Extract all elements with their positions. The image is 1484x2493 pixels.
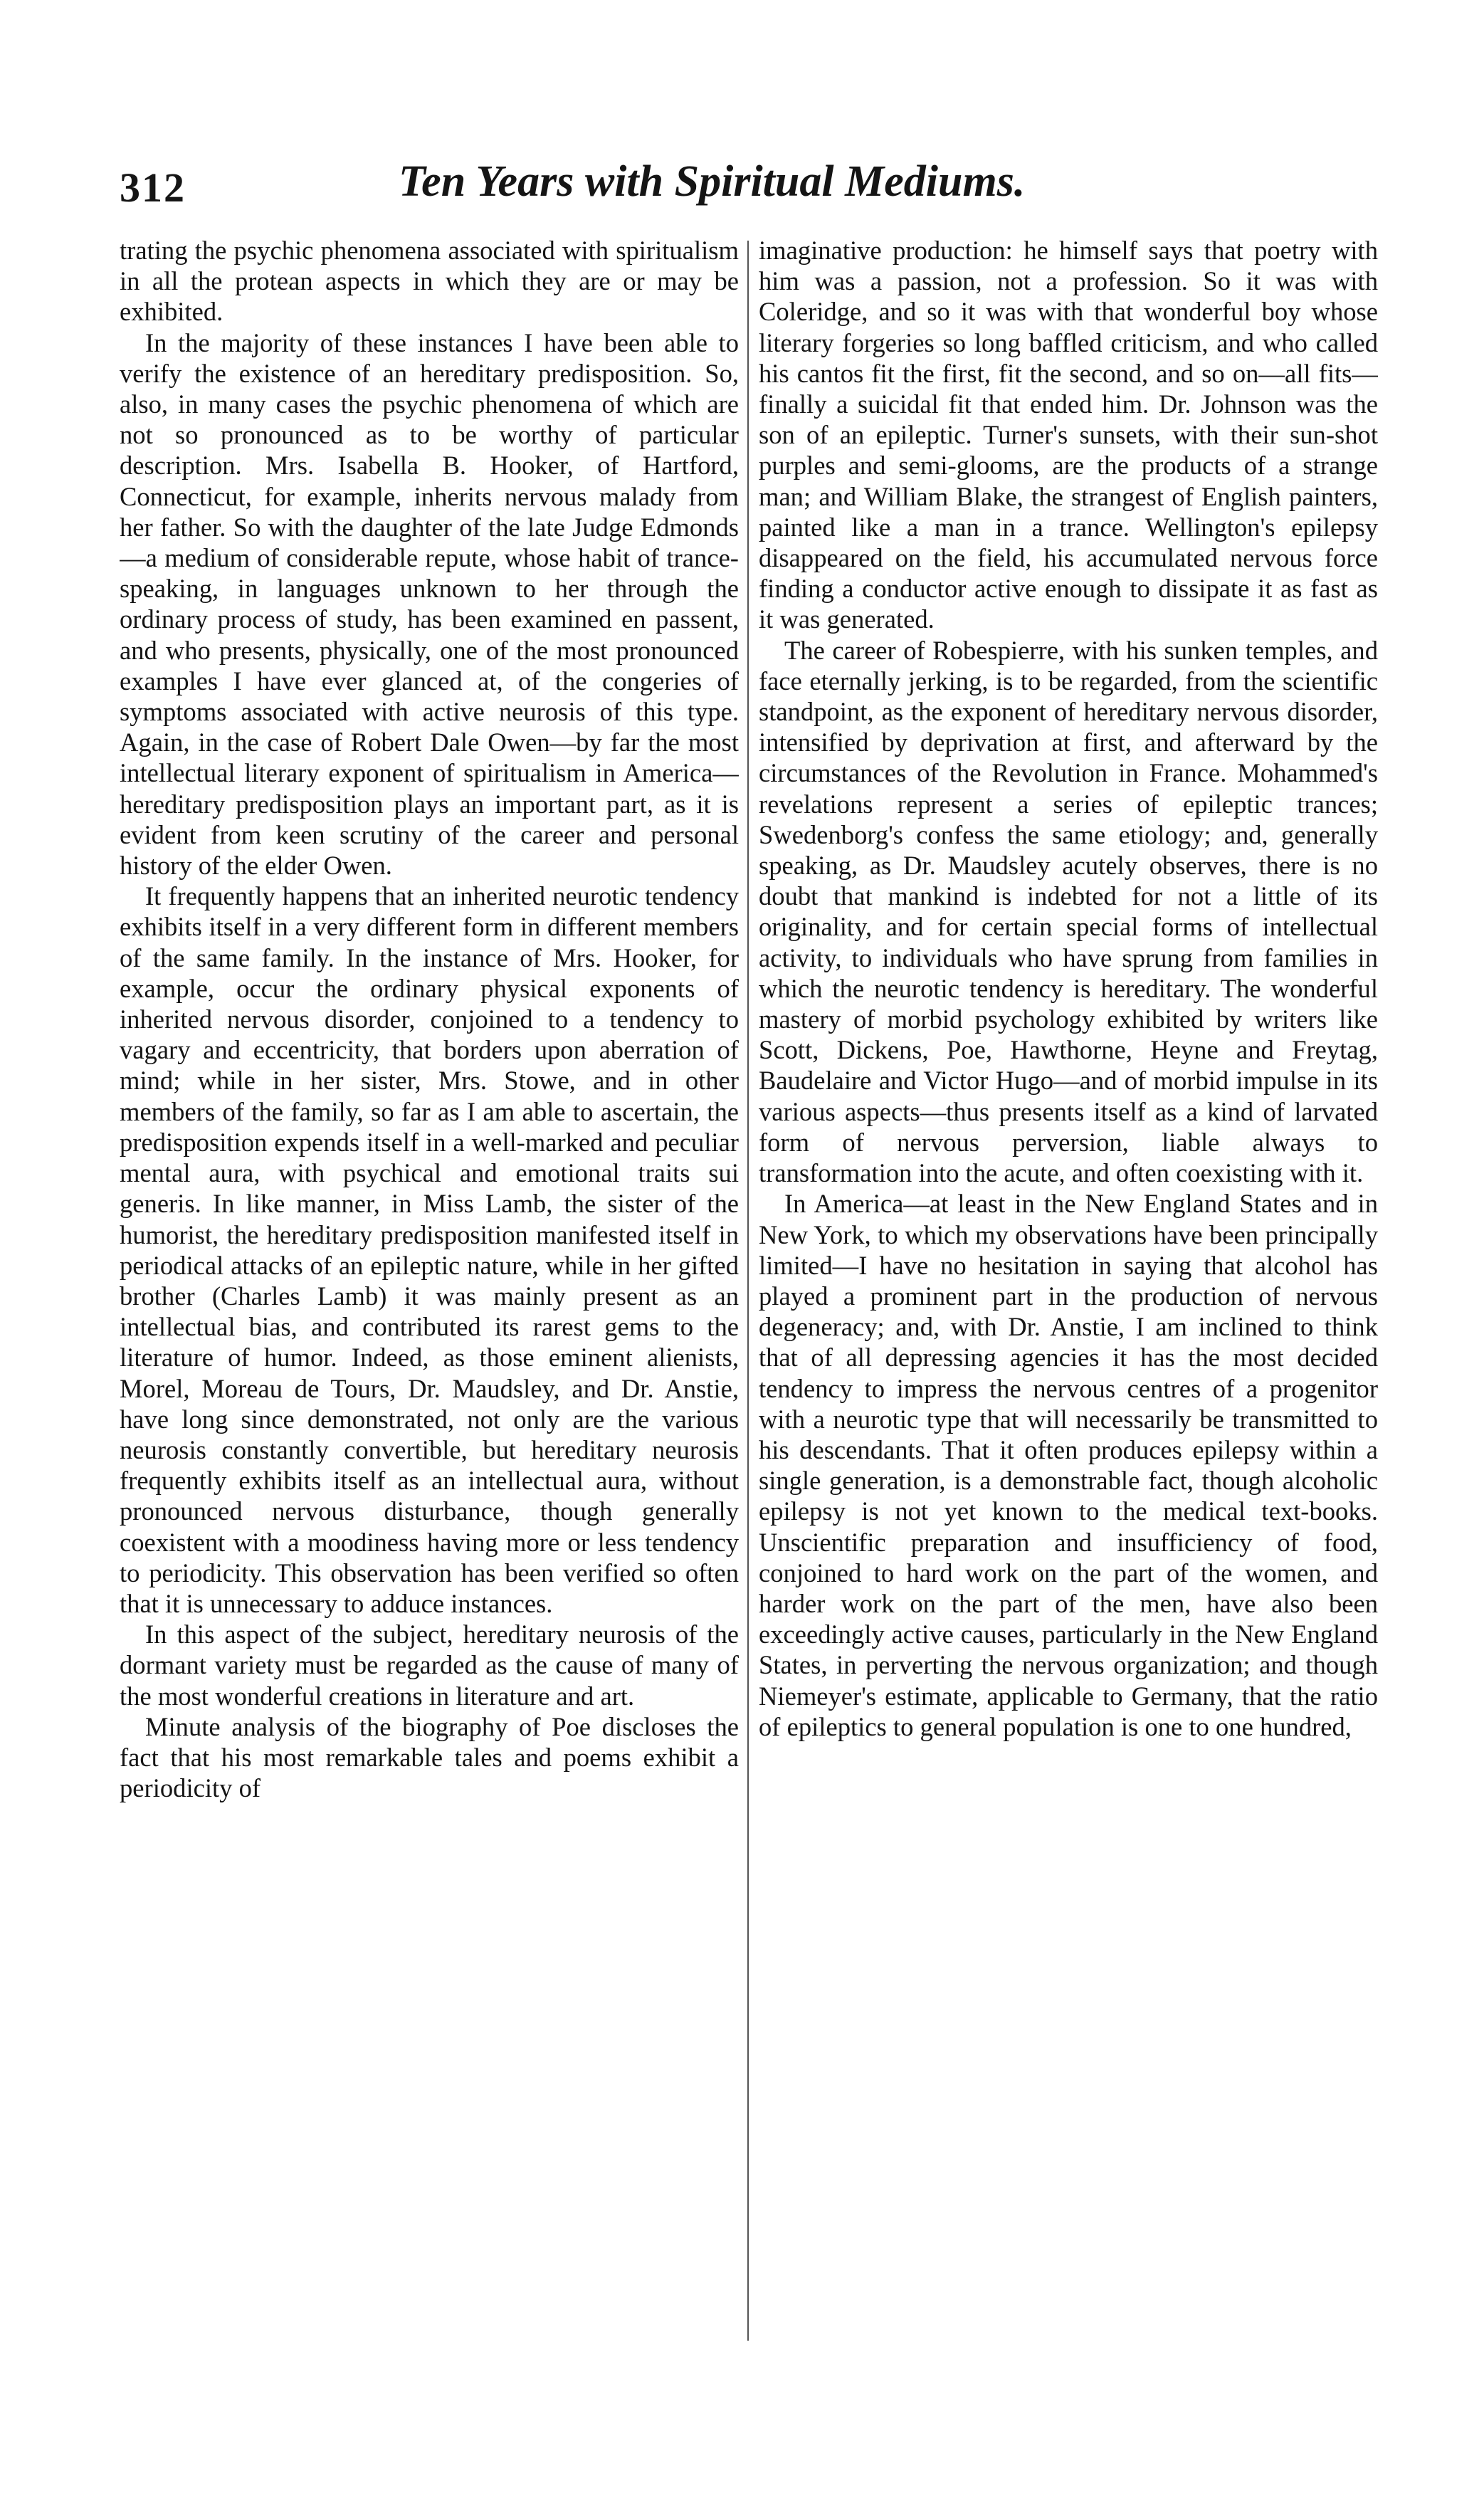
paragraph: Minute analysis of the biography of Poe discloses the fact that his most remarkable tales and poems exhibit a periodicity of	[120, 1711, 739, 1803]
paragraph: trating the psychic phenomena associated with spiritualism in all the protean aspects in which they are or may be exhibited.	[120, 236, 739, 327]
page-number: 312	[120, 164, 186, 211]
paragraph: In the majority of these instances I have been able to verify the existence of an hereditary predisposition. So, also, in many cases the psychic phenomena of which are not so pronounced as to be worthy of particular description. Mrs. Isabella B. Hooker, of Hartford, Connecticut, for example, inherits nervous malady from her father. So with the daughter of the late Judge Edmonds—a medium of considerable repute, whose habit of trance-speaking, in languages unknown to her through the ordinary process of study, has been examined en passent, and who presents, physically, one of the most pronounced examples I have ever glanced at, of the congeries of symptoms associated with active neurosis of this type. Again, in the case of Robert Dale Owen—by far the most intellectual literary exponent of spiritualism in America—hereditary predisposition plays an important part, as it is evident from keen scrutiny of the career and personal history of the elder Owen.	[120, 327, 739, 881]
paragraph: It frequently happens that an inherited neurotic tendency exhibits itself in a very different form in different members of the same family. In the instance of Mrs. Hooker, for example, occur the ordinary physical exponents of inherited nervous disorder, conjoined to a tendency to vagary and eccentricity, that borders upon aberration of mind; while in her sister, Mrs. Stowe, and in other members of the family, so far as I am able to ascertain, the predisposition expends itself in a well-marked and peculiar mental aura, with psychical and emotional traits sui generis. In like manner, in Miss Lamb, the sister of the humorist, the hereditary predisposition manifested itself in periodical attacks of an epileptic nature, while in her gifted brother (Charles Lamb) it was mainly present as an intellectual bias, and contributed its rarest gems to the literature of humor. Indeed, as those eminent alienists, Morel, Moreau de Tours, Dr. Maudsley, and Dr. Anstie, have long since demonstrated, not only are the various neurosis constantly convertible, but hereditary neurosis frequently exhibits itself as an intellectual aura, without pronounced nervous disturbance, though generally coexistent with a moodiness having more or less tendency to periodicity. This observation has been verified so often that it is unnecessary to adduce instances.	[120, 881, 739, 1618]
paragraph: imaginative production: he himself says that poetry with him was a passion, not a profession. So it was with Coleridge, and so it was with that wonderful boy whose literary forgeries so long baffled criticism, and who called his cantos fit the first, fit the second, and so on—all fits—finally a suicidal fit that ended him. Dr. Johnson was the son of an epileptic. Turner's sunsets, with their sun-shot purples and semi-glooms, are the products of a strange man; and William Blake, the strangest of English painters, painted like a man in a trance. Wellington's epilepsy disappeared on the field, his accumulated nervous force finding a conductor active enough to dissipate it as fast as it was generated.	[759, 236, 1378, 634]
paragraph: In this aspect of the subject, hereditary neurosis of the dormant variety must be regarded as the cause of many of the most wonderful creations in literature and art.	[120, 1620, 739, 1711]
paragraph: The career of Robespierre, with his sunken temples, and face eternally jerking, is to be regarded, from the scientific standpoint, as the exponent of hereditary nervous disorder, intensified by deprivation at first, and afterward by the circumstances of the Revolution in France. Mohammed's revelations represent a series of epileptic trances; Swedenborg's confess the same etiology; and, generally speaking, as Dr. Maudsley acutely observes, there is no doubt that mankind is indebted for not a little of its originality, and for certain special forms of intellectual activity, to individuals who have sprung from families in which the neurotic tendency is hereditary. The wonderful mastery of morbid psychology exhibited by writers like Scott, Dickens, Poe, Hawthorne, Heyne and Freytag, Baudelaire and Victor Hugo—and of morbid impulse in its various aspects—thus presents itself as a kind of larvated form of nervous perversion, liable always to transformation into the acute, and often coexisting with it.	[759, 635, 1378, 1188]
running-head: Ten Years with Spiritual Mediums.	[399, 157, 1026, 206]
left-column	[120, 235, 739, 2356]
paragraph: In America—at least in the New England States and in New York, to which my observations have been principally limited—I have no hesitation in saying that alcohol has played a prominent part in the production of nervous degeneracy; and, with Dr. Anstie, I am inclined to think that of all depressing agencies it has the most decided tendency to impress the nervous centres of a progenitor with a neurotic type that will necessarily be transmitted to his descendants. That it often produces epilepsy within a single generation, is a demonstrable fact, though alcoholic epilepsy is not yet known to the medical text-books. Unscientific preparation and insufficiency of food, conjoined to hard work on the part of the women, and harder work on the part of the men, have also been exceedingly active causes, particularly in the New England States, in perverting the nervous organization; and though Niemeyer's estimate, applicable to Germany, that the ratio of epileptics to general population is one to one hundred,	[759, 1189, 1378, 1741]
right-column	[759, 235, 1378, 2356]
column-divider	[747, 241, 749, 2341]
page-header	[0, 157, 1484, 221]
